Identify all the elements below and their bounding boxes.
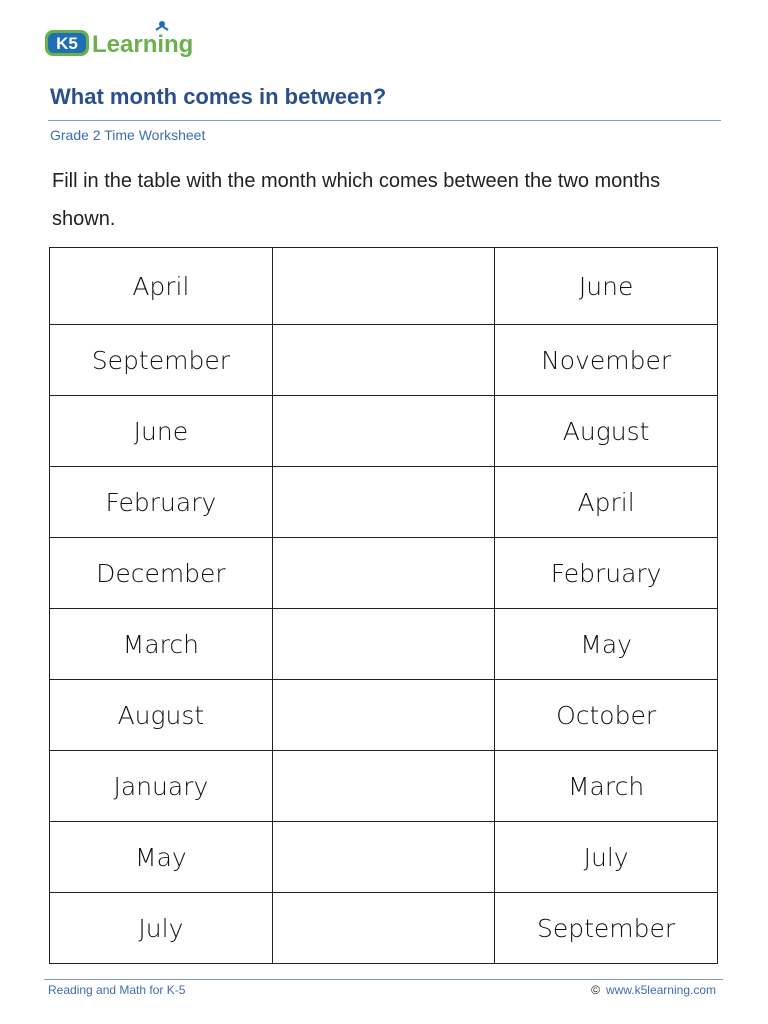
answer-cell[interactable] [272,538,494,609]
table-row [50,325,718,396]
start-month-cell: June [50,396,273,467]
answer-cell[interactable] [272,609,494,680]
end-month-cell: March [495,751,718,822]
start-month-cell: August [50,680,273,751]
answer-cell[interactable] [272,248,494,325]
table-row [50,396,718,467]
table-row [50,893,718,964]
copyright-symbol: © [591,983,600,997]
start-month-cell: July [50,893,273,964]
start-month-cell: September [50,325,273,396]
page-subtitle: Grade 2 Time Worksheet [50,127,206,143]
footer-tagline: Reading and Math for K-5 [48,983,186,997]
answer-cell[interactable] [272,396,494,467]
end-month-cell: June [495,248,718,325]
footer-divider [44,979,723,980]
table-row [50,680,718,751]
start-month-cell: May [50,822,273,893]
end-month-cell: September [495,893,718,964]
k5-learning-logo [44,18,214,60]
answer-cell[interactable] [272,325,494,396]
footer-url-link[interactable]: www.k5learning.com [605,983,716,997]
end-month-cell: November [495,325,718,396]
start-month-cell: January [50,751,273,822]
end-month-cell: July [495,822,718,893]
start-month-cell: March [50,609,273,680]
answer-cell[interactable] [272,680,494,751]
instructions-text: Fill in the table with the month which comes between the two months shown. [52,170,661,230]
end-month-cell: February [495,538,718,609]
page-title: What month comes in between? [50,84,387,109]
table-row [50,751,718,822]
table-row [50,467,718,538]
table-row [50,822,718,893]
months-table [49,247,718,964]
answer-cell[interactable] [272,893,494,964]
answer-cell[interactable] [272,467,494,538]
end-month-cell: August [495,396,718,467]
footer-site [591,983,716,997]
answer-cell[interactable] [272,822,494,893]
header-divider [48,120,721,121]
end-month-cell: October [495,680,718,751]
svg-text:K5: K5 [56,34,78,53]
end-month-cell: May [495,609,718,680]
svg-text:Learning: Learning [92,31,194,58]
table-row [50,538,718,609]
start-month-cell: February [50,467,273,538]
start-month-cell: April [50,248,273,325]
end-month-cell: April [495,467,718,538]
table-row [50,248,718,325]
answer-cell[interactable] [272,751,494,822]
start-month-cell: December [50,538,273,609]
table-row [50,609,718,680]
